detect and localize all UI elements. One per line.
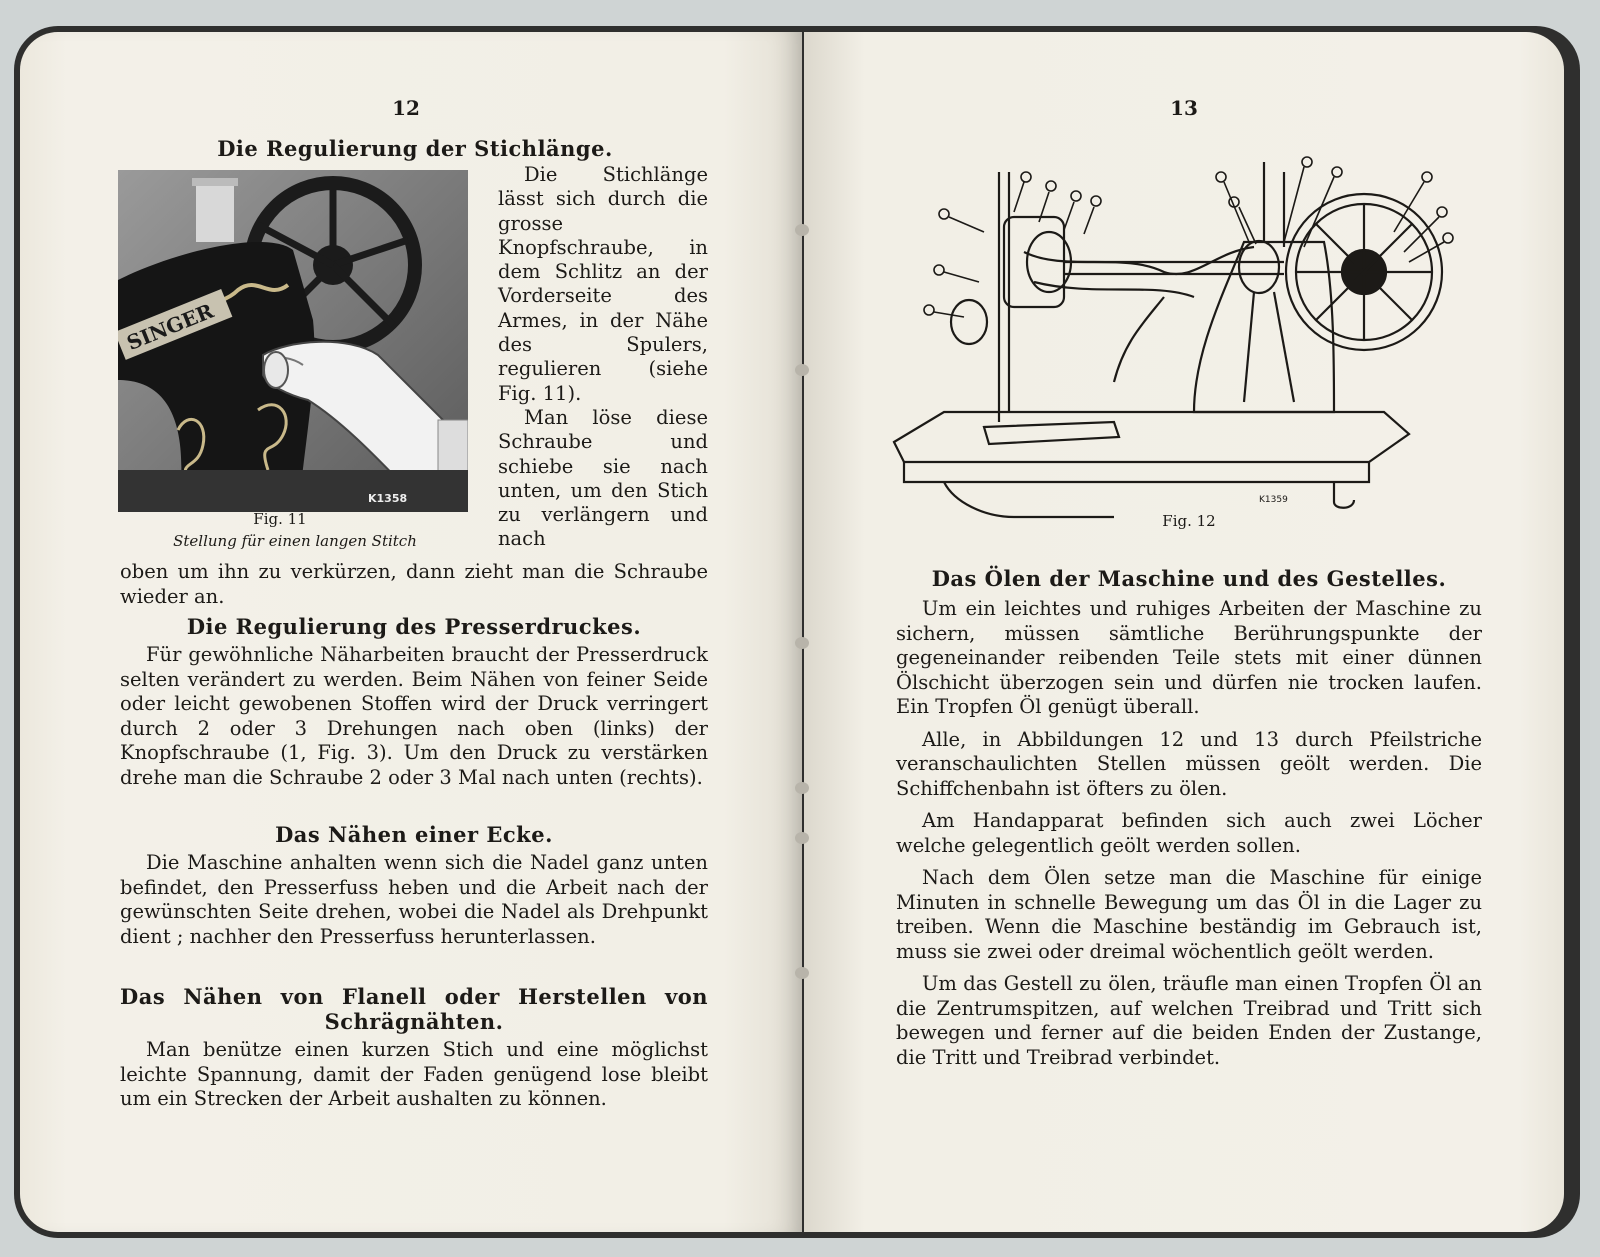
- section-presserdruck: [120, 614, 708, 790]
- sewing-machine-photo-icon: [118, 170, 468, 512]
- page-number-right: 13: [1170, 96, 1198, 120]
- spine-hole: [795, 224, 809, 236]
- figure-12-drawing: [864, 122, 1474, 532]
- figure-11-code: K1358: [368, 492, 408, 505]
- spine-hole: [795, 967, 809, 979]
- oelen-paragraph-4: Nach dem Ölen setze man die Maschine für einige Minuten in schnelle Bewegung um das Öl in die Lager zu treiben. Wenn die Maschine beständig im Gebrauch ist, muss sie zwei oder dreimal wöchentlich geölt werden.: [896, 866, 1482, 963]
- booklet: [20, 32, 1580, 1232]
- section-flanell: [120, 984, 708, 1112]
- heading-stichlaenge: Die Regulierung der Stichlänge.: [217, 136, 613, 161]
- figure-11-caption: Stellung für einen langen Stitch: [173, 532, 417, 550]
- stichlaenge-float-text: [498, 163, 708, 552]
- heading-flanell-line2: Schrägnähten.: [324, 1009, 504, 1034]
- figure-12-label: Fig. 12: [1162, 512, 1216, 530]
- heading-ecke: Das Nähen einer Ecke.: [275, 822, 553, 847]
- oelen-paragraph-1: Um ein leichtes und ruhiges Arbeiten der Maschine zu sichern, müssen sämtliche Berührungspunkte der gegeneinander reibenden Teile stets mit einer dünnen Ölschicht überzogen sein und dürfen nie trocken laufen. Ein Tropfen Öl genügt überall.: [896, 597, 1482, 718]
- spine-hole: [795, 364, 809, 376]
- section-oelen: [896, 566, 1482, 1070]
- page-number-left: 12: [392, 96, 420, 120]
- left-page: [20, 32, 802, 1232]
- oelen-paragraph-2: Alle, in Abbildungen 12 und 13 durch Pfeilstriche veranschaulichten Stellen müssen geölt werden. Die Schiffchenbahn ist öfters zu ölen.: [896, 727, 1482, 800]
- stichlaenge-continuation: oben um ihn zu verkürzen, dann zieht man die Schraube wieder an.: [120, 560, 708, 608]
- stichlaenge-paragraph-1: Die Stichlänge lässt sich durch die grosse Knopfschraube, in dem Schlitz an der Vorderseite des Armes, in der Nähe des Spulers, regulieren (siehe Fig. 11).: [498, 163, 708, 405]
- section-ecke: [120, 822, 708, 949]
- heading-flanell-line1: Das Nähen von Flanell oder Herstellen von: [120, 984, 708, 1009]
- stichlaenge-paragraph-2: Man löse diese Schraube und schiebe sie nach unten, um den Stich zu verlängern und nach: [498, 405, 708, 551]
- heading-presserdruck: Die Regulierung des Presserdruckes.: [186, 614, 642, 639]
- spine-hole: [795, 637, 809, 649]
- figure-11-photo: [118, 170, 468, 512]
- spine-hole: [795, 832, 809, 844]
- oelen-paragraph-3: Am Handapparat befinden sich auch zwei Löcher welche gelegentlich geölt werden sollen.: [896, 809, 1482, 857]
- oelen-paragraph-5: Um das Gestell zu ölen, träufle man einen Tropfen Öl an die Zentrumspitzen, auf welchen Treibrad und Tritt sich bewegen und ferner auf die beiden Enden der Zustange, die Tritt und Treibrad verbindet.: [896, 972, 1482, 1069]
- singer-brand-text: SINGER: [123, 298, 217, 356]
- flanell-text: Man benütze einen kurzen Stich und eine möglichst leichte Spannung, damit der Faden genügend lose bleibt um ein Strecken der Arbeit aushalten zu können.: [120, 1038, 708, 1110]
- presserdruck-text: Für gewöhnliche Näharbeiten braucht der Presserdruck selten verändert zu werden. Beim Nähen von feiner Seide oder leicht gewobenen Stoffen wird der Druck verringert durch 2 oder 3 Drehungen nach oben (links) der Knopfschraube (1, Fig. 3). Um den Druck zu verstärken drehe man die Schraube 2 oder 3 Mal nach unten (rechts).: [120, 643, 708, 789]
- heading-oelen: Das Ölen der Maschine und des Gestelles.: [931, 566, 1447, 591]
- figure-12-code: K1359: [1259, 495, 1288, 505]
- spine-hole: [795, 782, 809, 794]
- right-page: [804, 32, 1564, 1232]
- sewing-machine-oiling-diagram-icon: [864, 122, 1474, 532]
- stichlaenge-continuation-block: [120, 560, 708, 609]
- ecke-text: Die Maschine anhalten wenn sich die Nadel ganz unten befindet, den Presserfuss heben und die Arbeit nach der gewünschten Seite drehen, wobei die Nadel als Drehpunkt dient ; nachher den Presserfuss herunterlassen.: [120, 851, 708, 948]
- figure-11-label: Fig. 11: [253, 510, 307, 528]
